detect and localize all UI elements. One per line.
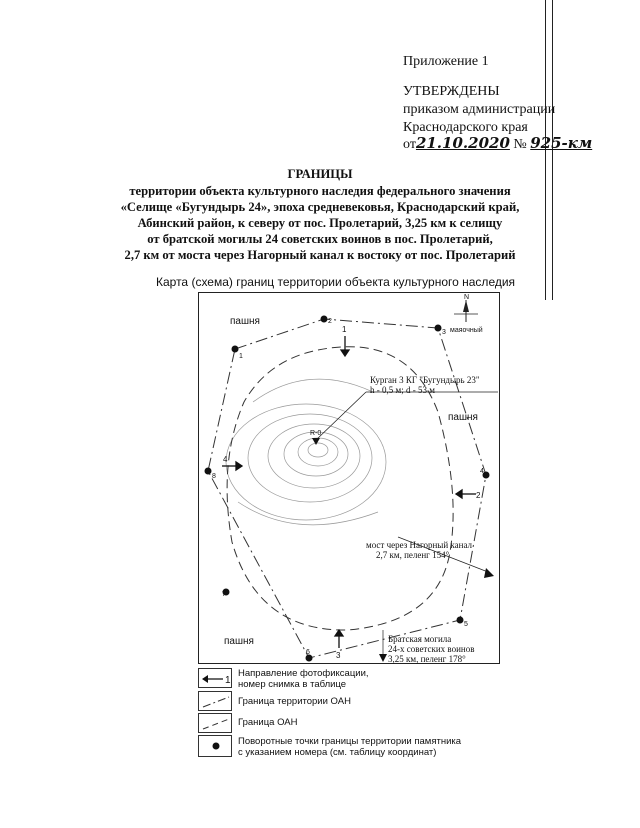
date-prefix: от	[403, 137, 416, 152]
map-caption: Карта (схема) границ территории объекта культурного наследия	[156, 275, 516, 289]
title-line: 2,7 км от моста через Нагорный канал к востоку от пос. Пролетарий	[124, 248, 516, 262]
date-value: 21.10.2020	[415, 134, 510, 152]
number-prefix: №	[513, 137, 527, 152]
approved-label: УТВЕРЖДЕНЫ	[403, 84, 500, 99]
north-arrow-icon	[454, 300, 478, 322]
order-line-1: приказом администрации	[403, 102, 556, 117]
grave-label: Братская могила	[388, 634, 452, 644]
oan-boundary-icon	[199, 714, 233, 734]
title-line: территории объекта культурного наследия федерального значения	[129, 184, 511, 198]
north-label: N	[464, 294, 470, 301]
center-point-label: R-0	[310, 430, 322, 437]
grave-label: 24-х советских воинов	[388, 644, 475, 654]
legend-symbol-box	[198, 668, 232, 688]
turn-point-label: 1	[239, 353, 243, 360]
photo-direction-label: 3	[336, 651, 341, 660]
order-line-2: Краснодарского края	[403, 120, 528, 135]
photo-arrow-icon	[199, 669, 233, 689]
title-line: от братской могилы 24 советских воинов в пос. Пролетарий,	[147, 232, 493, 246]
turn-point-label: 6	[306, 649, 310, 656]
grave-marker	[379, 654, 387, 662]
turn-point-icon	[232, 346, 239, 353]
legend-symbol-box	[198, 691, 232, 711]
legend-symbol-box	[198, 713, 232, 733]
turn-point-label: 3	[442, 329, 446, 336]
kurgan-label: Курган 3 КГ "Бугундырь 23"	[370, 375, 480, 385]
legend-line: номер снимка в таблице	[238, 679, 347, 690]
legend-line: Граница ОАН	[238, 717, 298, 728]
photo-direction-label: 2	[476, 491, 481, 500]
photo-arrow-icon	[456, 490, 476, 498]
turn-point-label: 2	[328, 318, 332, 325]
legend-line: Граница территории ОАН	[238, 696, 351, 707]
appendix-label: Приложение 1	[403, 54, 489, 69]
turn-point-icon	[457, 617, 464, 624]
territory-boundary-icon	[199, 692, 233, 712]
legend-text	[238, 736, 461, 758]
field-label: пашня	[230, 316, 260, 327]
turn-point-icon	[199, 736, 233, 758]
turn-point-icon	[321, 316, 328, 323]
bridge-label: мост через Нагорный канал	[366, 540, 473, 550]
grave-label: 3,25 км, пеленг 178°	[388, 654, 466, 664]
document-heading: ГРАНИЦЫ	[287, 167, 353, 181]
title-line: Абинский район, к северу от пос. Пролетарий, 3,25 км к селищу	[137, 216, 503, 230]
kurgan-label: h - 0,5 м; d - 53 м	[370, 385, 435, 395]
bridge-marker	[484, 568, 494, 578]
legend-text	[238, 668, 369, 690]
legend-line: с указанием номера (см. таблицу координат)	[238, 747, 437, 758]
number-value: 925-км	[530, 134, 593, 152]
photo-direction-label: 4	[223, 455, 228, 464]
field-label: пашня	[448, 412, 478, 423]
territory-boundary	[208, 319, 486, 658]
contour-lines	[226, 379, 386, 525]
turn-point-label: 8	[212, 473, 216, 480]
legend-symbol-box	[198, 735, 232, 757]
turn-point-icon	[205, 468, 212, 475]
photo-direction-label: 1	[342, 325, 347, 334]
turn-point-icon	[435, 325, 442, 332]
turn-point-label: 7	[222, 591, 226, 598]
legend-line: Направление фотофиксации,	[238, 668, 369, 679]
photo-arrow-icon	[341, 336, 349, 356]
title-line: «Селище «Бугундырь 24», эпоха средневековья, Краснодарский край,	[120, 200, 520, 214]
legend-line: Поворотные точки границы территории памятника	[238, 736, 462, 747]
turn-point-label: 5	[464, 621, 468, 628]
date-line	[403, 134, 592, 153]
kurgan-leader-line	[316, 392, 366, 440]
bridge-label: 2,7 км, пеленг 154°	[376, 550, 450, 560]
turn-point-label: 4	[480, 468, 484, 475]
field-label: пашня	[224, 636, 254, 647]
photo-arrow-icon	[335, 630, 343, 648]
map-scheme	[198, 292, 500, 664]
marker-label: маяочный	[450, 327, 483, 334]
legend-arrow-number: 1	[225, 675, 231, 686]
